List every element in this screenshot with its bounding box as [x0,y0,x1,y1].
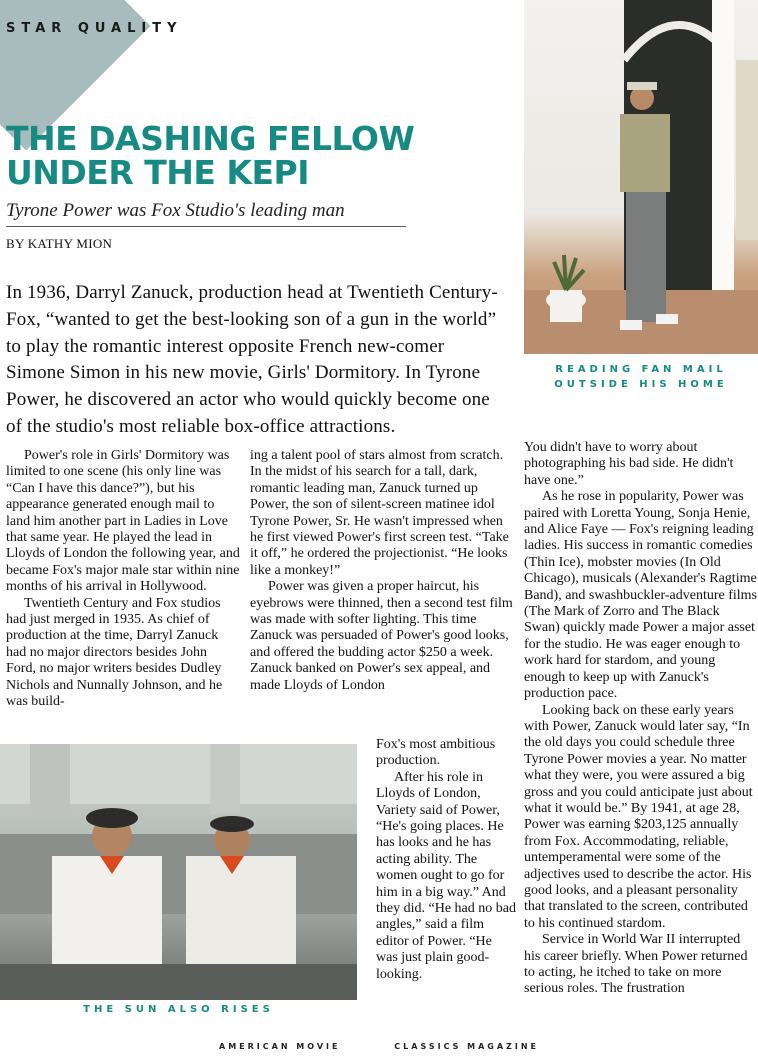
paragraph: Service in World War II interrupted his career briefly. When Power returned to acting, he itched to take on more serious roles. The frustration [524,932,748,997]
photo-sun-also-rises-illustration [0,744,357,1000]
body-column-2-continued [376,737,517,983]
page-folio [0,1042,758,1051]
deck-subtitle: Tyrone Power was Fox Studio's leading man [6,200,406,227]
photo-reading-fan-mail [524,0,758,354]
paragraph: Looking back on these early years with Power, Zanuck would later say, “In the old days you could schedule three Tyrone Power movies a year. No matter what they were, you were assured a big gross and you could anticipate just about what it would be.” By 1941, at age 28, Power was earning $203,125 annually from Fox. Accommodating, reliable, untemperamental were some of the adjectives used to describe the actor. His good looks, and a pleasant personality that translated to the screen, contributed to his continued stardom. [524,702,753,931]
body-column-2 [250,448,517,694]
photo-top-caption [524,362,758,392]
paragraph: Twentieth Century and Fox studios had just merged in 1935. As chief of production at the time, Darryl Zanuck had no major directors besides John Ford, no major writers besides Dudley Nichols and Nunnally Johnson, and he was build- [6,595,223,710]
paragraph: ing a talent pool of stars almost from scratch. In the midst of his search for a tall, dark, romantic leading man, Zanuck turned up Power, the son of silent-screen matinee idol Tyrone Power, Sr. He wasn't impressed when he first viewed Power's first screen test. “Take it off,” he ordered the projectionist. “He looks like a monkey!” [250,448,509,578]
paragraph: After his role in Lloyds of London, Variety said of Power, “He's going places. He has looks and he has acting ability. The women ought to go for him in a big way.” And they did. “He had no bad angles,” said a film editor of Power. “He was just plain good-looking. [376,769,516,982]
photo-top-caption-line-2: OUTSIDE HIS HOME [554,379,728,390]
folio-left: AMERICAN MOVIE [219,1042,341,1051]
paragraph: Power's role in Girls' Dormitory was limited to one scene (his only line was “Can I have this dance?”), but his appearance generated enough mail to land him another part in Ladies in Love that same year. He played the lead in Lloyds of London the following year, and became Fox's major male star within nine months of his arrival in Hollywood. [6,448,240,595]
byline: BY KATHY MION [6,236,113,251]
photo-bottom-caption: THE SUN ALSO RISES [83,1004,274,1015]
paragraph: As he rose in popularity, Power was paired with Loretta Young, Sonja Henie, and Alice Faye — Fox's reigning leading ladies. His success in romantic comedies (Thin Ice), mobster movies (In Old Chicago), musicals (Alexander's Ragtime Band), and swashbuckler-adventure films (The Mark of Zorro and The Black Swan) quickly made Power a major asset for the studio. He was eager enough to work hard for stardom, and young enough to keep up with Zanuck's production pace. [524,489,757,702]
paragraph: Fox's most ambitious production. [376,737,496,769]
photo-reading-fan-mail-illustration [524,0,758,354]
body-column-1 [6,448,240,711]
headline [6,119,486,192]
photo-top-caption-line-1: READING FAN MAIL [555,364,727,375]
headline-line-1: THE DASHING FELLOW [6,119,415,158]
headline-line-2: UNDER THE KEPI [6,153,309,192]
paragraph: Power was given a proper haircut, his eyebrows were thinned, then a second test film was made with softer lighting. This time Zanuck was persuaded of Power's good looks, and offered the budding actor $250 a week. Zanuck banked on Power's sex appeal, and made Lloyds of London [250,579,513,693]
paragraph: You didn't have to worry about photographing his bad side. He didn't have one.” [524,440,734,488]
section-label: STAR QUALITY [6,21,183,36]
lede-paragraph: In 1936, Darryl Zanuck, production head at Twentieth Century-Fox, “wanted to get the best-looking son of a gun in the world” to play the romantic interest opposite French new-comer Simone Simon in his new movie, Girls' Dormitory. In Tyrone Power, he discovered an actor who would quickly become one of the studio's most reliable box-office attractions. [6,282,498,437]
photo-sun-also-rises [0,744,357,1000]
body-column-3 [524,440,758,998]
folio-right: CLASSICS MAGAZINE [394,1042,539,1051]
